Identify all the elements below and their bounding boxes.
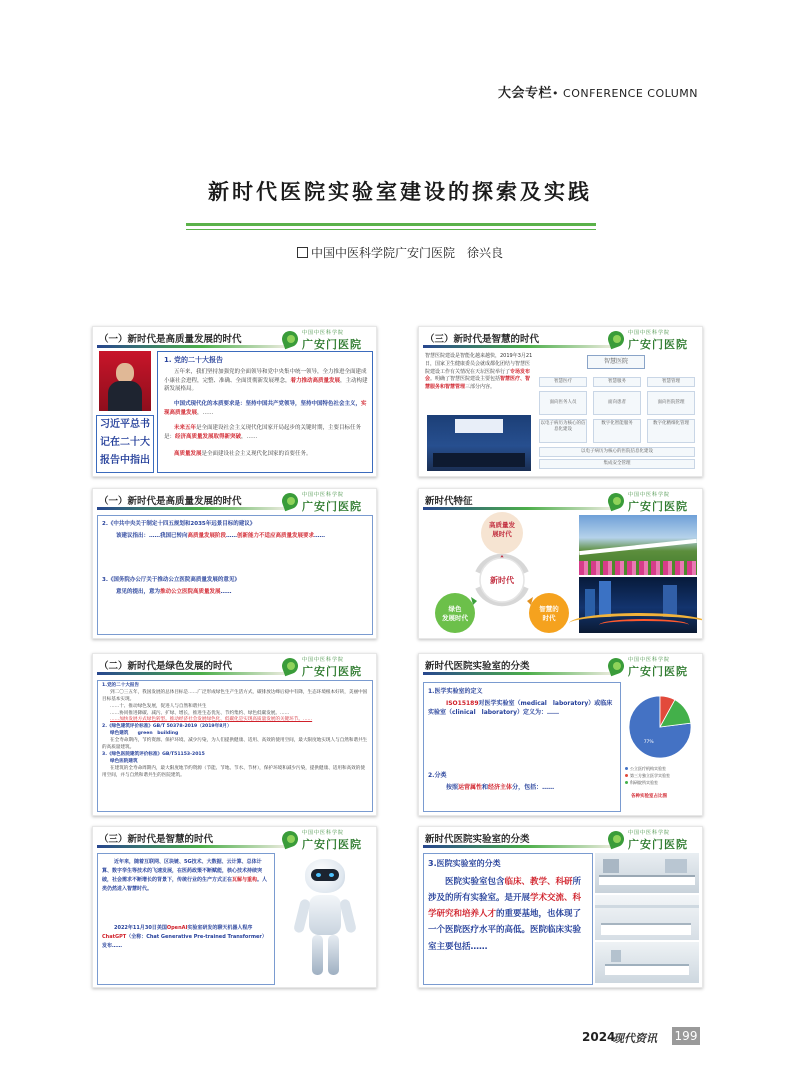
hospital-logo: 中国中医科学院 广安门医院 — [608, 329, 698, 351]
slide-title-line — [97, 845, 286, 848]
square-icon — [297, 247, 308, 258]
diagram-bar: 集成安全管理 — [539, 459, 695, 469]
slide-7 — [92, 826, 377, 988]
policy-line-3: 3.《国务院办公厅关于推动公立医院高质量发展的意见》 — [102, 577, 240, 583]
author-text: 中国中医科学院广安门医院 徐兴良 — [310, 246, 503, 260]
slide-title: （三）新时代是智慧的时代 — [99, 834, 214, 845]
legend-item: 科研院所实验室 — [625, 779, 701, 786]
slide-8 — [418, 826, 703, 988]
column-header-cn: 大会专栏 — [498, 86, 553, 101]
lab-share-pie-chart — [619, 690, 699, 764]
smart-era-para-2: 2022年11月30日美国OpenAI实验室研发的聊天机器人程序ChatGPT（全称：Chat Generative Pre-trained Transformer）发布…… — [102, 925, 267, 949]
robot-image — [279, 853, 371, 983]
lab-def-text: ISO15189对医学实验室（medical laboratory）或临床实验室（clinical laboratory）定义为：…… — [428, 700, 613, 717]
slide-title: 新时代医院实验室的分类 — [425, 834, 530, 845]
column-header — [498, 82, 698, 101]
green-text: 1.党的二十大报告 到二〇三五年，我国发展的总体目标是……广泛形成绿色生产生活方式，碳排放达峰后稳中有降，生态环境根本好转，美丽中国目标基本实现。 ……十、推动绿色发展，促进人与自然和谐共生 ……协同推进降碳、减污、扩绿、增长，推进生态优先、节约集约、绿色低碳发展。…… ……加快发展方式绿色转型。推动经济社会发展绿色化、低碳化是实现高质量发展的关键环节。…… 2.《绿色建筑评价标准》GB/T 50378-2019（2019年8月） 绿色建筑 green building 在全寿命期内，节约资源、保护环境、减少污染，为人们提供健康、适用、高效的使用空间，最大限度地实现人与自然和谐共生的高质量建筑。 3.《绿色医院建筑评价标准》GB/T51153-2015 绿色医院建筑 在建筑的全寿命周期内，最大限度地节约资源（节能、节地、节水、节材），保护环境和减少污染，提供健康、适用和高效的使用空间，并与自然和谐共生的医院建筑。 — [102, 683, 368, 778]
column-header-en: • CONFERENCE COLUMN — [552, 87, 698, 100]
smart-era-frame — [97, 853, 275, 985]
diagram-bar: 以电子病历为核心的医院信息化建设 — [539, 447, 695, 457]
slide-6 — [418, 653, 703, 816]
diagram-node: 面向患者 — [593, 391, 641, 415]
hospital-logo: 中国中医科学院 广安门医院 — [282, 491, 372, 513]
lab-definition-frame — [423, 682, 621, 812]
diagram-node: 智慧服务 — [593, 377, 641, 387]
author-line — [0, 244, 800, 261]
lab-photo-3 — [595, 942, 699, 983]
report-para-1: 五年来，我们坚持加强党的全面领导和党中央集中统一领导，全力推进全面建成小康社会进程，完整、准确、全面贯彻新发展理念，着力推动高质量发展，主动构建新发展格局。 — [164, 369, 368, 393]
caption-box: 习近平总书 记在二十大 报告中指出 — [96, 415, 154, 473]
report-frame — [157, 351, 373, 473]
slide-title-line — [97, 672, 286, 675]
hospital-logo: 中国中医科学院 广安门医院 — [608, 829, 698, 851]
lab-class-text: 按照运营属性和经济主体分，包括：…… — [446, 784, 555, 791]
title-rule — [186, 223, 596, 226]
report-para-3: 未来五年是全面建设社会主义现代化国家开局起步的关键时期，主要目标任务是：经济高质量发展取得新突破，…… — [164, 425, 362, 440]
footer-year: 2024 — [582, 1030, 616, 1044]
slide-title: 新时代特征 — [425, 496, 473, 507]
policy-line-2: 该建议指出：……我国已转向高质量发展阶段……创新能力不适应高质量发展要求…… — [116, 533, 326, 539]
report-heading: 1. 党的二十大报告 — [164, 356, 223, 364]
slide-1 — [92, 326, 377, 477]
pie-legend — [625, 765, 701, 786]
smart-hospital-text: 智慧医院建设是智能化越来越快，2019年3月21日，国家卫生健康委员会就成都化团结与智慧医院建设工作有关情况在天坛医院举行了专场发布会。明确了智慧医院建设主要包括智慧医疗、智慧服务和智慧管理三部分内容。 — [425, 353, 533, 390]
green-frame — [97, 680, 373, 812]
slide-4 — [418, 488, 703, 639]
slide-2 — [418, 326, 703, 477]
smart-era-para-1: 近年来，随着互联网、区块链、5G技术、大数据、云计算、总体计算、数字孪生等技术的飞速发展，在医药政策不断赋能，核心技术持续突破，社会需求不断增长的背景下，传统行业的生产方式正在瓦解与重构。人类仍然进入智慧时代。 — [102, 859, 268, 892]
diagram-node: 数字化精细化管理 — [647, 419, 695, 443]
diagram-node: 以电子病历为核心的信息化建设 — [539, 419, 587, 443]
label-green: 绿色 发展时代 — [442, 605, 468, 622]
lab-def-heading: 1.医学实验室的定义 — [428, 688, 483, 695]
hospital-logo: 中国中医科学院 广安门医院 — [608, 491, 698, 513]
lab-photo-2 — [595, 895, 699, 940]
slide-title-line — [97, 345, 286, 348]
policy-frame — [97, 515, 373, 635]
hospital-logo: 中国中医科学院 广安门医院 — [608, 656, 698, 678]
lab-class-heading: 2.分类 — [428, 772, 447, 779]
city-night-photo — [579, 577, 697, 633]
diagram-root: 智慧医院 — [587, 355, 645, 369]
slide-title: （一）新时代是高质量发展的时代 — [99, 334, 242, 345]
smart-hospital-diagram — [537, 353, 697, 471]
slide-title: （二）新时代是绿色发展的时代 — [99, 661, 233, 672]
slide-title-line — [423, 845, 612, 848]
hospital-lab-frame — [423, 853, 593, 985]
slide-3 — [92, 488, 377, 639]
slide-title-line — [423, 345, 612, 348]
slide-title: （三）新时代是智慧的时代 — [425, 334, 540, 345]
slide-title-line — [97, 507, 286, 510]
lab-photo-1 — [595, 853, 699, 893]
diagram-node: 面向医务人员 — [539, 391, 587, 415]
footer-magazine: 现代资讯 — [613, 1032, 657, 1045]
policy-line-4: 意见的提出，意为推动公立医院高质量发展…… — [116, 589, 232, 595]
pie-caption: 各种实验室占比图 — [631, 794, 667, 799]
article-title: 新时代医院实验室建设的探索及实践 — [208, 179, 592, 204]
label-high-quality: 高质量发 展时代 — [489, 521, 515, 538]
label-new-era: 新时代 — [490, 576, 514, 585]
title-rule-thin — [186, 229, 596, 230]
hospital-logo: 中国中医科学院 广安门医院 — [282, 656, 372, 678]
policy-line-1: 2.《中共中央关于制定十四五规划和2035年远景目标的建议》 — [102, 521, 256, 527]
legend-item: 公立医疗机构实验室 — [625, 765, 701, 772]
hospital-lab-body: 医院实验室包含临床、教学、科研所涉及的所有实验室。是开展学术交流、科学研究和培养人才的重要基地，也体现了一个医院医疗水平的高低。医院临床实验室主要包括…… — [428, 877, 582, 952]
diagram-node: 面向医院管理 — [647, 391, 695, 415]
speaker-photo — [99, 351, 151, 411]
pie-data-label: 77% — [643, 739, 654, 745]
hospital-logo: 中国中医科学院 广安门医院 — [282, 329, 372, 351]
diagram-node: 智慧管理 — [647, 377, 695, 387]
slide-title: （一）新时代是高质量发展的时代 — [99, 496, 242, 507]
hospital-logo: 中国中医科学院 广安门医院 — [282, 829, 372, 851]
press-conference-photo — [427, 415, 531, 471]
label-smart: 智慧的 时代 — [539, 605, 559, 622]
page-number: 199 — [672, 1027, 700, 1045]
report-para-2: 中国式现代化的本质要求是：坚持中国共产党领导，坚持中国特色社会主义，实现高质量发展，…… — [164, 401, 367, 416]
green-landscape-photo — [579, 515, 697, 575]
slide-title-line — [423, 672, 612, 675]
diagram-node: 智慧医疗 — [539, 377, 587, 387]
hospital-lab-heading: 3.医院实验室的分类 — [428, 859, 501, 868]
slide-5 — [92, 653, 377, 816]
diagram-node: 数字化智能服务 — [593, 419, 641, 443]
legend-item: 第三方独立医学实验室 — [625, 772, 701, 779]
slide-title: 新时代医院实验室的分类 — [425, 661, 530, 672]
report-para-4: 高质量发展是全面建设社会主义现代化国家的首要任务。 — [174, 451, 312, 457]
